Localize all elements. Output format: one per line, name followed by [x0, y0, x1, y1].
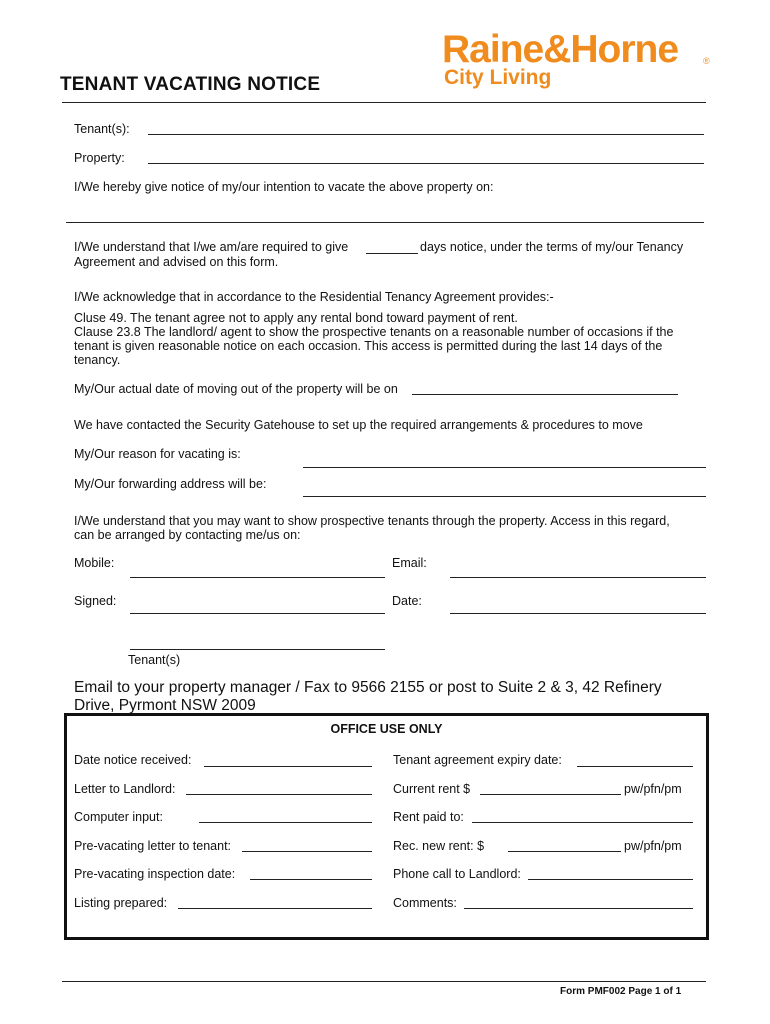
rec-new-rent-unit: pw/pfn/pm — [624, 839, 682, 853]
show-property-line2: can be arranged by contacting me/us on: — [74, 528, 301, 542]
rec-new-rent-field[interactable] — [508, 851, 621, 852]
clause-23-8-line2: tenant is given reasonable notice on each occasion. This access is permitted during the last 14 days of the — [74, 339, 663, 353]
office-use-title: OFFICE USE ONLY — [330, 722, 443, 736]
prevacating-letter-label: Pre-vacating letter to tenant: — [74, 839, 232, 853]
property-label: Property: — [74, 151, 125, 165]
letter-landlord-field[interactable] — [186, 794, 372, 795]
phone-landlord-label: Phone call to Landlord: — [393, 867, 521, 881]
listing-prepared-label: Listing prepared: — [74, 896, 168, 910]
notice-days-text-line2: Agreement and advised on this form. — [74, 255, 279, 269]
mobile-label: Mobile: — [74, 556, 115, 570]
date-notice-label: Date notice received: — [74, 753, 192, 767]
submission-instruction — [74, 679, 694, 715]
show-property-line1: I/We understand that you may want to show prospective tenants through the property. Access in this regard, — [74, 514, 670, 528]
prevacating-inspection-field[interactable] — [250, 879, 372, 880]
reason-label: My/Our reason for vacating is: — [74, 447, 241, 461]
computer-input-label: Computer input: — [74, 810, 163, 824]
rent-paid-label: Rent paid to: — [393, 810, 464, 824]
email-label: Email: — [392, 556, 427, 570]
listing-prepared-field[interactable] — [178, 908, 372, 909]
company-logo: Raine&Horne — [442, 28, 679, 71]
moving-date-field[interactable] — [412, 394, 678, 395]
security-gatehouse-text: We have contacted the Security Gatehouse to set up the required arrangements & procedures to move — [74, 418, 643, 432]
vacate-date-field[interactable] — [66, 222, 704, 223]
title-rule — [62, 102, 706, 103]
notice-days-text-pre: I/We understand that I/we am/are required to give — [74, 240, 349, 254]
date-field[interactable] — [450, 613, 706, 614]
forwarding-label: My/Our forwarding address will be: — [74, 477, 267, 491]
signature-field[interactable] — [130, 613, 385, 614]
moving-date-label: My/Our actual date of moving out of the property will be on — [74, 382, 398, 396]
computer-input-field[interactable] — [199, 822, 372, 823]
registered-mark: ® — [703, 56, 710, 66]
footer-rule — [62, 981, 706, 982]
agreement-expiry-field[interactable] — [577, 766, 693, 767]
tenant-signature-field[interactable] — [130, 649, 385, 650]
clause-23-8-line3: tenancy. — [74, 353, 121, 367]
comments-label: Comments: — [393, 896, 457, 910]
tenants-signature-label: Tenant(s) — [128, 653, 181, 667]
signed-label: Signed: — [74, 594, 117, 608]
letter-landlord-label: Letter to Landlord: — [74, 782, 176, 796]
notice-days-text-post: days notice, under the terms of my/our Tenancy — [420, 240, 684, 254]
email-field[interactable] — [450, 577, 706, 578]
property-field[interactable] — [148, 163, 704, 164]
clause-23-8-line1: Clause 23.8 The landlord/ agent to show the prospective tenants on a reasonable number of occasions if the — [74, 325, 674, 339]
reason-field[interactable] — [303, 467, 706, 468]
current-rent-field[interactable] — [480, 794, 621, 795]
prevacating-letter-field[interactable] — [242, 851, 372, 852]
date-label: Date: — [392, 594, 422, 608]
agreement-expiry-label: Tenant agreement expiry date: — [393, 753, 562, 767]
clause-49: Cluse 49. The tenant agree not to apply any rental bond toward payment of rent. — [74, 311, 518, 325]
rent-paid-field[interactable] — [472, 822, 693, 823]
submission-instruction-line1: Email to your property manager / Fax to 9566 2155 or post to Suite 2 & 3, 42 Refinery — [74, 679, 662, 696]
notice-days-field[interactable] — [366, 253, 418, 254]
date-notice-field[interactable] — [204, 766, 372, 767]
form-footer: Form PMF002 Page 1 of 1 — [560, 986, 682, 997]
page-title: TENANT VACATING NOTICE — [60, 74, 321, 95]
forwarding-address-field[interactable] — [303, 496, 706, 497]
comments-field[interactable] — [464, 908, 693, 909]
phone-landlord-field[interactable] — [528, 879, 693, 880]
tenants-field[interactable] — [148, 134, 704, 135]
acknowledge-text: I/We acknowledge that in accordance to the Residential Tenancy Agreement provides:- — [74, 290, 554, 304]
tenants-label: Tenant(s): — [74, 122, 130, 136]
vacate-notice-text: I/We hereby give notice of my/our intention to vacate the above property on: — [74, 180, 494, 194]
company-logo-subtitle: City Living — [444, 66, 552, 89]
current-rent-unit: pw/pfn/pm — [624, 782, 682, 796]
rec-new-rent-label: Rec. new rent: $ — [393, 839, 485, 853]
submission-instruction-line2: Drive, Pyrmont NSW 2009 — [74, 697, 256, 714]
mobile-field[interactable] — [130, 577, 385, 578]
prevacating-inspection-label: Pre-vacating inspection date: — [74, 867, 236, 881]
current-rent-label: Current rent $ — [393, 782, 471, 796]
